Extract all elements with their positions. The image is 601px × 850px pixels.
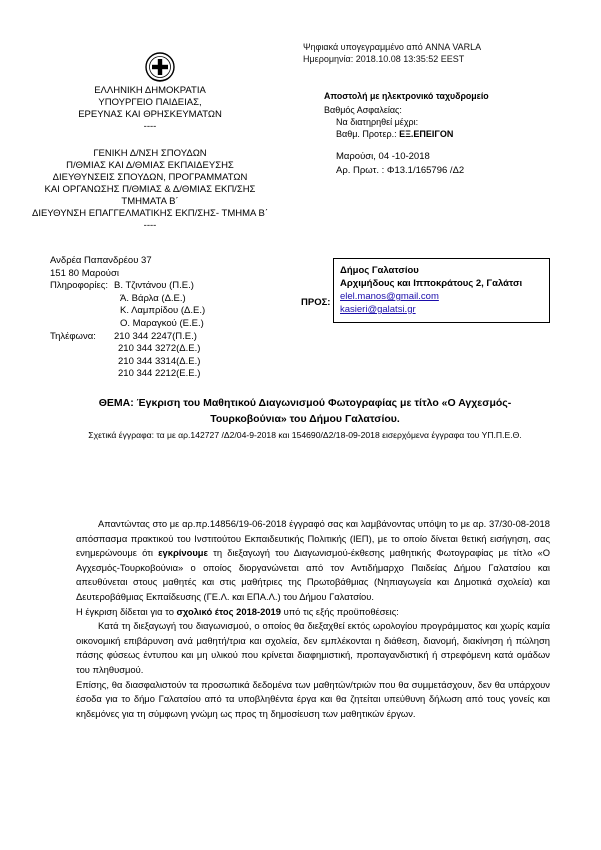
directorate-header [22, 148, 278, 232]
recipient-address: Αρχιμήδους και Ιπποκράτους 2, Γαλάτσι [340, 278, 523, 289]
conditions-text-a: Η έγκριση δίδεται για το [76, 605, 177, 617]
header-line: ΥΠΟΥΡΓΕΙΟ ΠΑΙΔΕΙΑΣ, [98, 97, 202, 108]
approval-text-a: Απαντώντας στο με αρ.πρ.14856/19-06-2018 έγγραφό σας και λαμβάνοντας υπόψη το με αρ. 37/30-08-2018 απόσπασμα πρακτικού του Ινστιτούτου Εκπαιδευτικής Πολιτικής (ΙΕΠ), με το οποίο δίνεται θετική εισήγηση, σας ενημερώνουμε ότι [76, 518, 550, 559]
paragraph-conditions-intro [76, 605, 550, 620]
priority [324, 128, 584, 140]
info-person: Ά. Βάρλα (Δ.Ε.) [120, 292, 186, 304]
header-line: ΤΜΗΜΑΤΑ Β΄ [121, 196, 179, 207]
info-person: Κ. Λαμπρίδου (Δ.Ε.) [120, 305, 206, 317]
header-line: ---- [143, 121, 157, 132]
approval-emphasis: εγκρίνουμε [158, 547, 208, 559]
protocol-number: Αρ. Πρωτ. : Φ13.1/165796 /Δ2 [336, 165, 465, 176]
sender-postal: 151 80 Μαρούσι [50, 267, 119, 279]
recipient-email-link[interactable]: kasieri@galatsi.gr [340, 304, 416, 315]
header-line: ΓΕΝΙΚΗ Δ/ΝΣΗ ΣΠΟΥΔΩΝ [93, 148, 207, 159]
phone-number: 210 344 2247(Π.Ε.) [114, 330, 197, 342]
ministry-header [52, 85, 248, 133]
place-date: Μαρούσι, 04 -10-2018 [336, 151, 430, 162]
keep-until: Να διατηρηθεί μέχρι: [336, 117, 419, 127]
header-line: ΕΛΛΗΝΙΚΗ ΔΗΜΟΚΡΑΤΙΑ [94, 85, 206, 96]
paragraph-approval [76, 517, 550, 605]
sender-street: Ανδρέα Παπανδρέου 37 [50, 255, 152, 266]
info-label: Πληροφορίες: [50, 280, 108, 292]
conditions-text-b: υπό τις εξής προϋποθέσεις: [280, 605, 399, 617]
greek-emblem-icon [145, 50, 175, 89]
info-row [50, 280, 265, 293]
paragraph-conditions: Κατά τη διεξαγωγή του διαγωνισμού, ο οποίος θα διεξαχθεί εκτός ωρολογίου προγράμματος και χωρίς καμία οικονομική επιβάρυνση ανά μαθητή/τρια και σχολεία, δεν εμπλέκονται η διάθεση, διανομή, διακίνηση ή πώληση πάσης φύσεως έντυπου και μη υλικού που κρίνεται διαφημιστική, προπαγανδιστική ή στρεφόμενη κατά ομάδων του πληθυσμού. [76, 620, 550, 675]
phone-number: 210 344 3314(Δ.Ε.) [118, 355, 201, 367]
sender-contact [50, 255, 265, 381]
document-meta [324, 90, 584, 177]
signature-signer: Ψηφιακά υπογεγραμμένο από ANNA VARLA [303, 42, 482, 52]
recipient-email-link[interactable]: elel.manos@gmail.com [340, 291, 439, 302]
subject-line: Τουρκοβούνια» του Δήμου Γαλατσίου. [210, 413, 400, 425]
subject [40, 395, 570, 427]
header-line: Π/ΘΜΙΑΣ ΚΑΙ Δ/ΘΜΙΑΣ ΕΚΠΑΙΔΕΥΣΗΣ [66, 160, 234, 171]
approval-text-b: τη διεξαγωγή του Διαγωνισμού-έκθεσης μαθητικής Φωτογραφίας με τίτλο «Ο Αγχεσμός-Τουρκοβούνια» ο οποίος διοργανώνεται από τον Αντιδήμαρχο Παιδείας Δήμου Γαλατσίου και απευθύνεται στους μαθητές και στις μαθήτριες της Πρωτοβάθμιας (Νηπιαγωγεία και Δημοτικά σχολεία) και Δευτεροβάθμιας Εκπαίδευσης (ΓΕ.Λ. και ΕΠΑ.Λ.) του Δήμου Γαλατσίου. [76, 547, 550, 602]
recipient-name: Δήμος Γαλατσίου [340, 265, 419, 276]
subject-line: ΘΕΜΑ: Έγκριση του Μαθητικού Διαγωνισμού Φωτογραφίας με τίτλο «Ο Αγχεσμός- [98, 397, 512, 409]
header-line: ---- [143, 220, 157, 231]
header-line: ΔΙΕΥΘΥΝΣΗ ΕΠΑΓΓΕΛΜΑΤΙΚΗΣ ΕΚΠ/ΣΗΣ- ΤΜΗΜΑ Β΄ [31, 208, 268, 219]
to-label: ΠΡΟΣ: [301, 297, 331, 308]
phone-row [50, 331, 265, 344]
recipient-box [333, 258, 550, 323]
digital-signature [303, 42, 481, 65]
school-year: σχολικό έτος 2018-2019 [176, 605, 281, 617]
paragraph-data-protection: Επίσης, θα διασφαλιστούν τα προσωπικά δεδομένα των μαθητών/τριών που θα συμμετάσχουν, δεν θα υπάρχουν έσοδα για το δήμο Γαλατσίου από τα υποβληθέντα έργα και θα ζητείται υπεύθυνη δήλωση από τους γονείς και κηδεμόνες για τη σύμφωνη γνώμη ως προς τη δημοσίευση των μαθητικών έργων. [76, 678, 550, 719]
header-line: ΕΡΕΥΝΑΣ ΚΑΙ ΘΡΗΣΚΕΥΜΑΤΩΝ [78, 109, 222, 120]
letter-body [76, 517, 550, 721]
phone-number: 210 344 3272(Δ.Ε.) [118, 343, 201, 355]
email-delivery-note: Αποστολή με ηλεκτρονικό ταχυδρομείο [324, 91, 489, 101]
related-documents: Σχετικά έγγραφα: τα με αρ.142727 /Δ2/04-9-2018 και 154690/Δ2/18-09-2018 εισερχόμενα έγγραφα του ΥΠ.Π.Ε.Θ. [88, 430, 522, 440]
header-line: ΚΑΙ ΟΡΓΑΝΩΣΗΣ Π/ΘΜΙΑΣ & Δ/ΘΜΙΑΣ ΕΚΠ/ΣΗΣ [44, 184, 256, 195]
phone-label: Τηλέφωνα: [50, 330, 96, 342]
security-level: Βαθμός Ασφαλείας: [324, 105, 402, 115]
phone-number: 210 344 2212(Ε.Ε.) [118, 368, 201, 380]
info-person: Ο. Μαραγκού (Ε.Ε.) [120, 317, 204, 329]
signature-date: Ημερομηνία: 2018.10.08 13:35:52 EEST [303, 53, 465, 64]
priority-value: ΕΞ.ΕΠΕΙΓΟΝ [399, 129, 454, 139]
priority-label: Βαθμ. Προτερ.: [336, 129, 397, 139]
info-person: Β. Τζιντάνου (Π.Ε.) [114, 280, 194, 292]
header-line: ΔΙΕΥΘΥΝΣΕΙΣ ΣΠΟΥΔΩΝ, ΠΡΟΓΡΑΜΜΑΤΩΝ [52, 172, 248, 183]
